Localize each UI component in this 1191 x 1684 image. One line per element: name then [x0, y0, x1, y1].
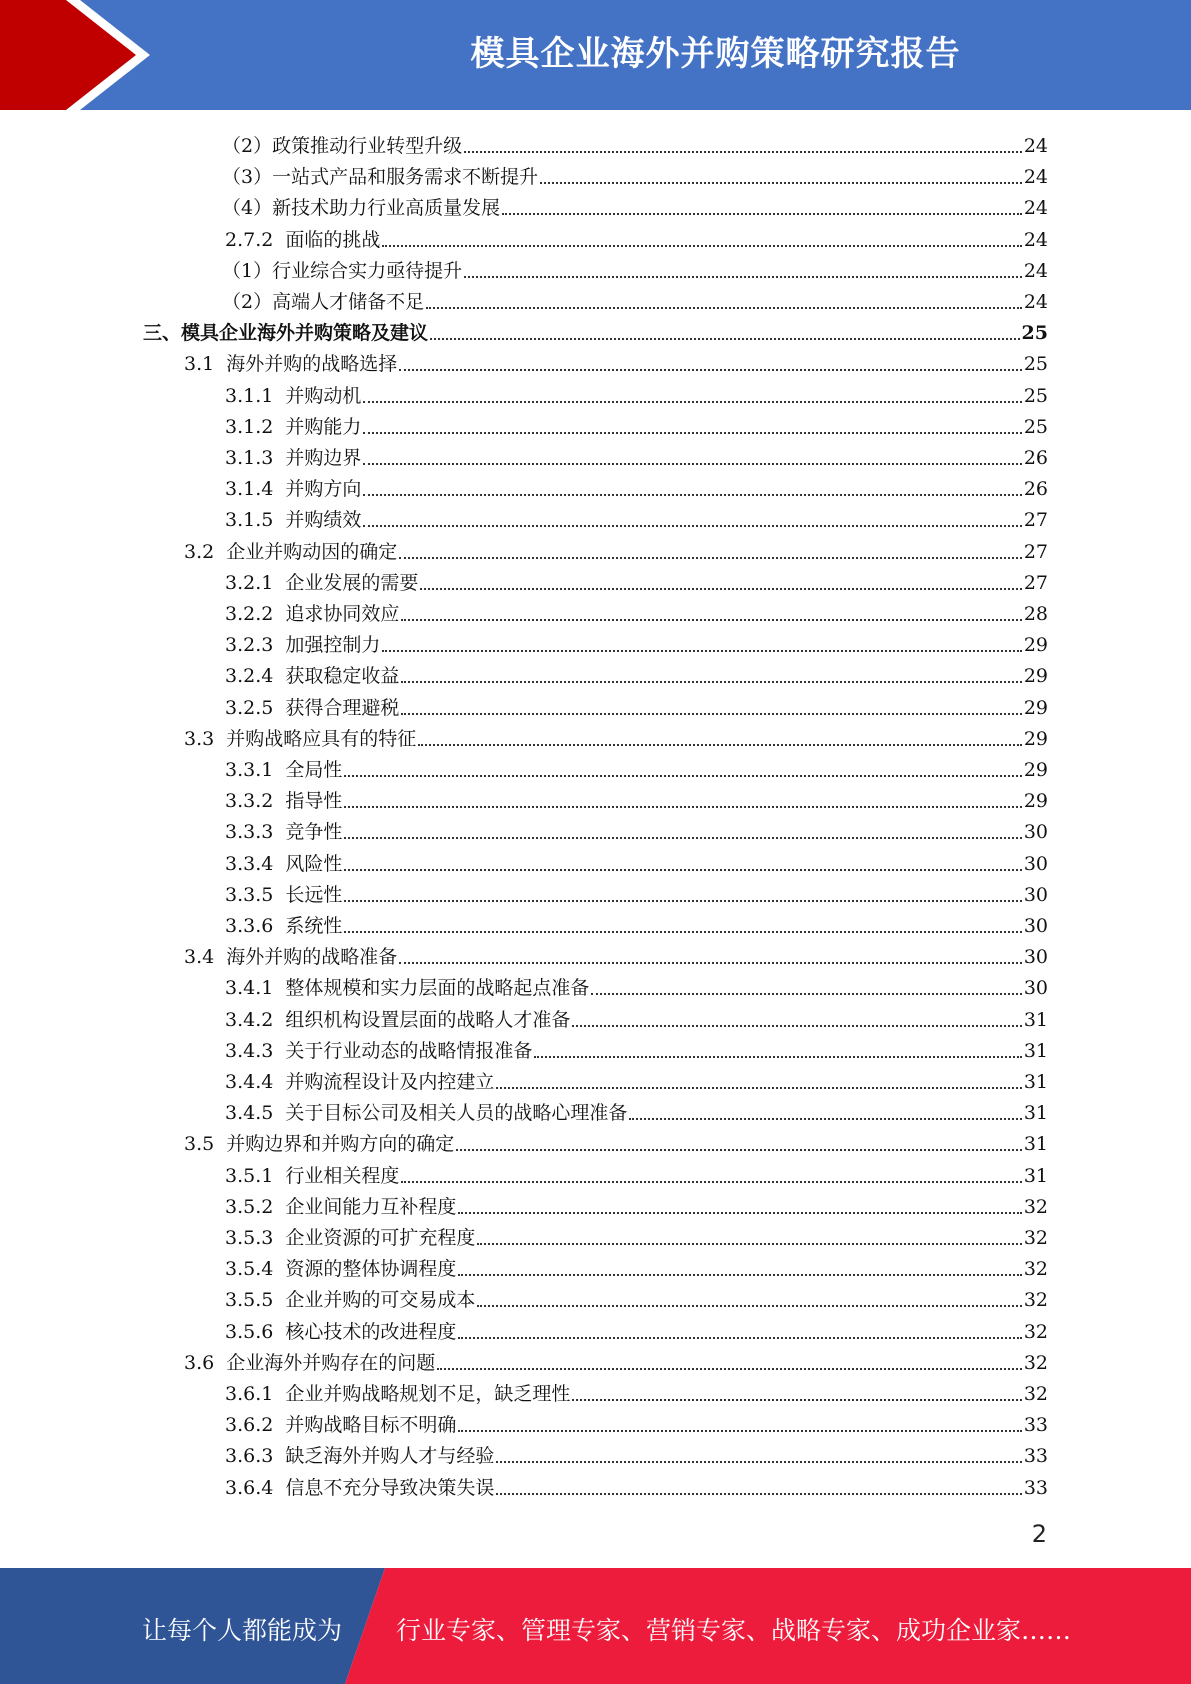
toc-entry-label: 3.1 海外并购的战略选择	[184, 353, 398, 376]
toc-entry-label: 3.3.2 指导性	[225, 790, 343, 813]
toc-entry[interactable]	[225, 1406, 1048, 1437]
toc-entry-page: 25	[1023, 353, 1048, 376]
toc-entry[interactable]	[225, 969, 1048, 1000]
toc-entry-page: 29	[1023, 790, 1048, 813]
toc-dot-leader	[458, 1336, 1021, 1339]
toc-dot-leader	[344, 805, 1021, 808]
toc-dot-leader	[458, 1211, 1021, 1214]
toc-dot-leader	[629, 1117, 1021, 1120]
toc-entry-label: 3.5.4 资源的整体协调程度	[225, 1258, 457, 1281]
toc-entry[interactable]	[225, 1437, 1048, 1468]
toc-entry-label: 3.2.3 加强控制力	[225, 634, 381, 657]
toc-entry-page: 33	[1023, 1445, 1048, 1468]
toc-entry-page: 24	[1023, 228, 1048, 251]
toc-entry-label: 3.1.3 并购边界	[225, 447, 362, 469]
toc-entry-label: 3.2.5 获得合理避税	[225, 696, 400, 719]
toc-dot-leader	[456, 1148, 1022, 1151]
toc-entry-label: 3.4.5 关于目标公司及相关人员的战略心理准备	[225, 1102, 628, 1125]
toc-entry-page: 24	[1023, 166, 1048, 189]
toc-entry[interactable]	[225, 1313, 1048, 1344]
toc-entry-page: 26	[1023, 478, 1048, 501]
toc-entry-label: 3.3.5 长远性	[225, 883, 343, 906]
toc-entry[interactable]	[225, 1469, 1048, 1500]
toc-entry-label: 3.6.3 缺乏海外并购人才与经验	[225, 1445, 495, 1468]
toc-entry-page: 30	[1023, 883, 1048, 906]
toc-dot-leader	[591, 992, 1021, 995]
toc-dot-leader	[420, 587, 1021, 590]
toc-entry[interactable]	[225, 1250, 1048, 1281]
toc-entry-page: 25	[1021, 322, 1048, 345]
page-number: 2	[1031, 1520, 1047, 1548]
toc-entry[interactable]	[225, 564, 1048, 595]
toc-entry-label: 3.3.6 系统性	[225, 915, 343, 937]
toc-dot-leader	[458, 1429, 1021, 1432]
toc-entry-page: 32	[1023, 1383, 1048, 1405]
toc-entry[interactable]	[225, 1032, 1048, 1063]
toc-dot-leader	[458, 1273, 1021, 1276]
toc-entry-page: 30	[1023, 915, 1048, 937]
toc-entry-page: 24	[1023, 135, 1048, 157]
toc-entry-page: 24	[1023, 291, 1048, 313]
toc-entry-page: 27	[1023, 571, 1048, 594]
toc-entry-page: 30	[1023, 821, 1048, 844]
toc-entry-label: （2）高端人才储备不足	[222, 291, 425, 313]
toc-entry[interactable]	[225, 1188, 1048, 1219]
toc-dot-leader	[437, 1367, 1022, 1370]
toc-entry[interactable]	[225, 408, 1048, 439]
toc-dot-leader	[344, 868, 1021, 871]
toc-entry-page: 32	[1023, 1227, 1048, 1249]
toc-entry-page: 30	[1023, 852, 1048, 875]
toc-entry-label: 3.1.4 并购方向	[225, 478, 362, 501]
toc-entry-label: （1）行业综合实力亟待提升	[222, 259, 463, 282]
toc-entry-label: （4）新技术助力行业高质量发展	[222, 197, 501, 220]
toc-entry-page: 24	[1023, 197, 1048, 220]
toc-dot-leader	[363, 493, 1021, 496]
toc-dot-leader	[464, 150, 1022, 153]
toc-entry[interactable]	[222, 127, 1048, 158]
toc-entry-label: 3.4.1 整体规模和实力层面的战略起点准备	[225, 977, 590, 1000]
toc-dot-leader	[502, 212, 1022, 215]
toc-entry-page: 33	[1023, 1476, 1048, 1499]
toc-entry-page: 31	[1023, 1071, 1048, 1093]
toc-entry-page: 31	[1023, 1102, 1048, 1125]
toc-entry[interactable]	[225, 626, 1048, 657]
toc-entry-page: 29	[1023, 727, 1048, 750]
toc-entry[interactable]	[225, 1281, 1048, 1312]
toc-entry-page: 29	[1023, 665, 1048, 688]
toc-dot-leader	[534, 1055, 1021, 1058]
toc-dot-leader	[363, 462, 1021, 465]
toc-entry[interactable]	[184, 938, 1048, 969]
toc-dot-leader	[426, 306, 1022, 309]
toc-entry[interactable]	[225, 377, 1048, 408]
toc-dot-leader	[344, 930, 1021, 933]
toc-entry-label: 3.5.6 核心技术的改进程度	[225, 1320, 457, 1343]
toc-dot-leader	[344, 836, 1021, 839]
toc-entry-label: 3.2.2 追求协同效应	[225, 603, 400, 625]
toc-entry-label: 3.5.5 企业并购的可交易成本	[225, 1289, 476, 1312]
toc-entry[interactable]	[225, 907, 1048, 938]
toc-entry-label: （2）政策推动行业转型升级	[222, 135, 463, 157]
toc-dot-leader	[363, 431, 1021, 434]
toc-dot-leader	[401, 680, 1021, 683]
toc-dot-leader	[401, 618, 1021, 621]
toc-dot-leader	[464, 275, 1022, 278]
toc-dot-leader	[401, 712, 1021, 715]
toc-entry[interactable]	[184, 720, 1048, 751]
toc-dot-leader	[401, 1180, 1021, 1183]
toc-entry[interactable]	[225, 1094, 1048, 1125]
toc-entry[interactable]	[222, 189, 1048, 220]
toc-entry-page: 31	[1023, 1133, 1048, 1156]
toc-entry[interactable]	[225, 845, 1048, 876]
toc-dot-leader	[572, 1398, 1021, 1401]
toc-entry[interactable]	[225, 813, 1048, 844]
toc-dot-leader	[418, 743, 1022, 746]
toc-entry[interactable]	[225, 470, 1048, 501]
toc-entry[interactable]	[225, 782, 1048, 813]
toc-dot-leader	[496, 1086, 1021, 1089]
toc-dot-leader	[399, 556, 1022, 559]
toc-entry-label: 3.5.1 行业相关程度	[225, 1164, 400, 1187]
toc-entry-page: 28	[1023, 603, 1048, 625]
page-header	[0, 0, 1191, 110]
toc-entry[interactable]	[225, 221, 1048, 252]
toc-entry[interactable]	[225, 1219, 1048, 1250]
toc-entry[interactable]	[225, 595, 1048, 626]
toc-entry-label: 3.1.1 并购动机	[225, 384, 362, 407]
toc-entry-page: 25	[1023, 384, 1048, 407]
toc-entry-page: 30	[1023, 946, 1048, 969]
toc-entry-page: 32	[1023, 1258, 1048, 1281]
toc-dot-leader	[477, 1304, 1021, 1307]
toc-entry-label: 3.6 企业海外并购存在的问题	[184, 1351, 436, 1374]
toc-entry-label: 3.2.4 获取稳定收益	[225, 665, 400, 688]
page-footer	[0, 1568, 1191, 1684]
toc-entry-label: 3.1.5 并购绩效	[225, 509, 362, 532]
toc-entry-page: 27	[1023, 540, 1048, 563]
toc-entry-page: 32	[1023, 1195, 1048, 1218]
toc-dot-leader	[382, 649, 1021, 652]
toc-entry[interactable]	[225, 1375, 1048, 1406]
toc-entry-page: 29	[1023, 696, 1048, 719]
toc-entry-label: 3.5 并购边界和并购方向的确定	[184, 1133, 455, 1156]
toc-entry[interactable]	[143, 314, 1048, 345]
toc-entry-label: （3）一站式产品和服务需求不断提升	[222, 166, 539, 189]
toc-entry[interactable]	[225, 501, 1048, 532]
toc-dot-leader	[382, 244, 1021, 247]
toc-entry[interactable]	[184, 533, 1048, 564]
toc-entry-page: 33	[1023, 1414, 1048, 1437]
toc-dot-leader	[363, 400, 1021, 403]
toc-entry-page: 29	[1023, 759, 1048, 781]
toc-dot-leader	[496, 1460, 1021, 1463]
toc-entry[interactable]	[225, 1063, 1048, 1094]
toc-entry-page: 26	[1023, 447, 1048, 469]
toc-entry-label: 3.4.3 关于行业动态的战略情报准备	[225, 1039, 533, 1062]
toc-entry-label: 3.4.4 并购流程设计及内控建立	[225, 1071, 495, 1093]
toc-entry-label: 3.6.1 企业并购战略规划不足，缺乏理性	[225, 1383, 571, 1405]
toc-entry[interactable]	[225, 657, 1048, 688]
report-title: 模具企业海外并购策略研究报告	[470, 34, 961, 74]
toc-dot-leader	[572, 1024, 1021, 1027]
toc-dot-leader	[344, 774, 1021, 777]
toc-dot-leader	[399, 368, 1022, 371]
toc-dot-leader	[496, 1492, 1021, 1495]
toc-dot-leader	[363, 524, 1021, 527]
toc-entry[interactable]	[225, 1001, 1048, 1032]
toc-entry[interactable]	[225, 1157, 1048, 1188]
toc-dot-leader	[344, 899, 1021, 902]
toc-entry[interactable]	[225, 751, 1048, 782]
toc-entry-label: 3.5.3 企业资源的可扩充程度	[225, 1227, 476, 1249]
toc-entry[interactable]	[225, 876, 1048, 907]
toc-entry-page: 30	[1023, 977, 1048, 1000]
toc-entry[interactable]	[184, 1344, 1048, 1375]
toc-entry-label: 3.3 并购战略应具有的特征	[184, 727, 417, 750]
toc-entry[interactable]	[225, 689, 1048, 720]
toc-entry-label: 3.3.3 竞争性	[225, 821, 343, 844]
toc-entry-page: 32	[1023, 1289, 1048, 1312]
toc-entry-label: 3.3.4 风险性	[225, 852, 343, 875]
toc-entry-label: 2.7.2 面临的挑战	[225, 228, 381, 251]
toc-entry-label: 3.2 企业并购动因的确定	[184, 540, 398, 563]
toc-entry-page: 31	[1023, 1164, 1048, 1187]
toc-entry-page: 24	[1023, 259, 1048, 282]
footer-slogan-left: 让每个人都能成为	[142, 1616, 343, 1645]
footer-slogan-right: 行业专家、管理专家、营销专家、战略专家、成功企业家……	[396, 1616, 1072, 1645]
toc-entry-label: 3.5.2 企业间能力互补程度	[225, 1195, 457, 1218]
toc-entry[interactable]	[225, 439, 1048, 470]
toc-dot-leader	[399, 961, 1022, 964]
toc-entry-label: 3.2.1 企业发展的需要	[225, 571, 419, 594]
toc-dot-leader	[430, 337, 1020, 340]
toc-entry-label: 3.1.2 并购能力	[225, 415, 362, 438]
toc-entry-page: 31	[1023, 1039, 1048, 1062]
toc-entry-page: 25	[1023, 415, 1048, 438]
toc-dot-leader	[477, 1242, 1021, 1245]
toc-entry-label: 3.4.2 组织机构设置层面的战略人才准备	[225, 1008, 571, 1031]
toc-entry-page: 32	[1023, 1320, 1048, 1343]
toc-dot-leader	[540, 181, 1022, 184]
toc-entry[interactable]	[222, 283, 1048, 314]
toc-entry[interactable]	[222, 158, 1048, 189]
toc-entry-label: 三、模具企业海外并购策略及建议	[143, 322, 429, 345]
toc-entry-label: 3.4 海外并购的战略准备	[184, 946, 398, 969]
toc-entry-label: 3.3.1 全局性	[225, 759, 343, 781]
toc-entry[interactable]	[184, 345, 1048, 376]
toc-entry[interactable]	[184, 1125, 1048, 1156]
toc-entry-page: 32	[1023, 1351, 1048, 1374]
toc-entry-page: 29	[1023, 634, 1048, 657]
toc-entry-page: 27	[1023, 509, 1048, 532]
toc-entry[interactable]	[222, 252, 1048, 283]
toc-entry-page: 31	[1023, 1008, 1048, 1031]
toc-entry-label: 3.6.2 并购战略目标不明确	[225, 1414, 457, 1437]
toc-entry-label: 3.6.4 信息不充分导致决策失误	[225, 1476, 495, 1499]
